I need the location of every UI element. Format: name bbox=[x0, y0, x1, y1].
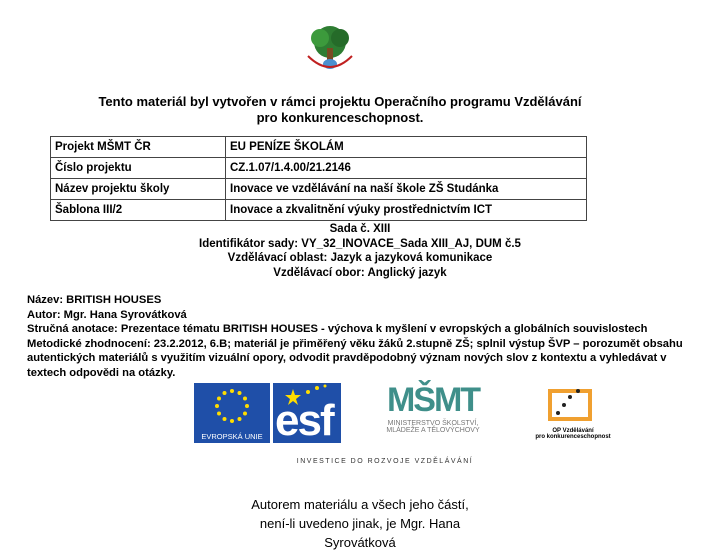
eu-star bbox=[245, 404, 249, 408]
project-info-table bbox=[50, 136, 587, 221]
eu-star bbox=[215, 404, 219, 408]
material-meta bbox=[27, 293, 707, 380]
op-line-2: pro konkurenceschopnost bbox=[535, 434, 611, 440]
op-logo bbox=[528, 383, 618, 443]
intro-line-2: pro konkurenceschopnost. bbox=[256, 110, 424, 125]
table-row bbox=[51, 179, 587, 200]
table-row bbox=[51, 158, 587, 179]
msmt-line-1: MINISTERSTVO ŠKOLSTVÍ, bbox=[387, 420, 479, 427]
esf-logo bbox=[273, 383, 341, 443]
msmt-logo bbox=[368, 380, 498, 440]
table-value: Inovace ve vzdělávání na naší škole ZŠ Studánka bbox=[226, 179, 587, 200]
set-info bbox=[150, 222, 570, 280]
eu-star bbox=[238, 391, 242, 395]
table-value: CZ.1.07/1.4.00/21.2146 bbox=[226, 158, 587, 179]
eu-label: EVROPSKÁ UNIE bbox=[201, 432, 263, 441]
eu-star bbox=[243, 412, 247, 416]
eu-star bbox=[230, 419, 234, 423]
invest-tagline: INVESTICE DO ROZVOJE VZDĚLÁVÁNÍ bbox=[296, 458, 474, 465]
eu-star bbox=[223, 417, 227, 421]
table-row bbox=[51, 200, 587, 221]
table-label: Šablona III/2 bbox=[51, 200, 226, 221]
op-arrows-icon bbox=[528, 383, 618, 423]
op-line-1: OP Vzdělávání bbox=[552, 428, 594, 434]
table-label: Název projektu školy bbox=[51, 179, 226, 200]
eu-star bbox=[238, 417, 242, 421]
eu-star bbox=[243, 397, 247, 401]
msmt-line-2: MLÁDEŽE A TĚLOVÝCHOVY bbox=[386, 427, 480, 434]
table-row bbox=[51, 137, 587, 158]
table-label: Číslo projektu bbox=[51, 158, 226, 179]
table-value: Inovace a zkvalitnění výuky prostřednictvím ICT bbox=[226, 200, 587, 221]
eu-star bbox=[217, 412, 221, 416]
eu-star bbox=[217, 397, 221, 401]
eu-stars-icon bbox=[194, 383, 270, 429]
table-value: EU PENÍZE ŠKOLÁM bbox=[226, 137, 587, 158]
esf-text: esf bbox=[275, 396, 333, 443]
set-area: Vzdělávací oblast: Jazyk a jazyková komunikace bbox=[227, 252, 493, 264]
table-label: Projekt MŠMT ČR bbox=[51, 137, 226, 158]
set-field: Vzdělávací obor: Anglický jazyk bbox=[273, 266, 447, 279]
material-annotation: Stručná anotace: Prezentace tématu BRITISH HOUSES - výchova k myšlení v evropských a globálních souvislostech bbox=[27, 323, 648, 335]
school-emblem bbox=[300, 20, 360, 75]
eu-flag-logo bbox=[194, 383, 270, 443]
author-notice: Autorem materiálu a všech jeho částí, není-li uvedeno jinak, je Mgr. Hana Syrovátková bbox=[251, 497, 469, 550]
material-author: Autor: Mgr. Hana Syrovátková bbox=[27, 308, 187, 321]
set-title: Sada č. XIII bbox=[329, 223, 391, 235]
material-name: Název: BRITISH HOUSES bbox=[27, 294, 162, 306]
eu-star bbox=[230, 389, 234, 393]
eu-star bbox=[223, 391, 227, 395]
msmt-mark: MŠMT bbox=[386, 381, 480, 419]
material-evaluation: Metodické zhodnocení: 23.2.2012, 6.B; materiál je přiměřený věku žáků 2.stupně ZŠ; splnil výstup ŠVP – porozumět obsahu autentických materiálů s využitím vizuální opory, odvodit pravděpodobný význam nových slov z kontextu a vyhledávat v textech odpovědi na otázky. bbox=[27, 337, 683, 379]
intro-line-1: Tento materiál byl vytvořen v rámci projektu Operačního programu Vzdělávání bbox=[98, 94, 582, 109]
set-identifier: Identifikátor sady: VY_32_INOVACE_Sada XIII_AJ, DUM č.5 bbox=[199, 237, 521, 250]
intro-text bbox=[40, 94, 640, 126]
